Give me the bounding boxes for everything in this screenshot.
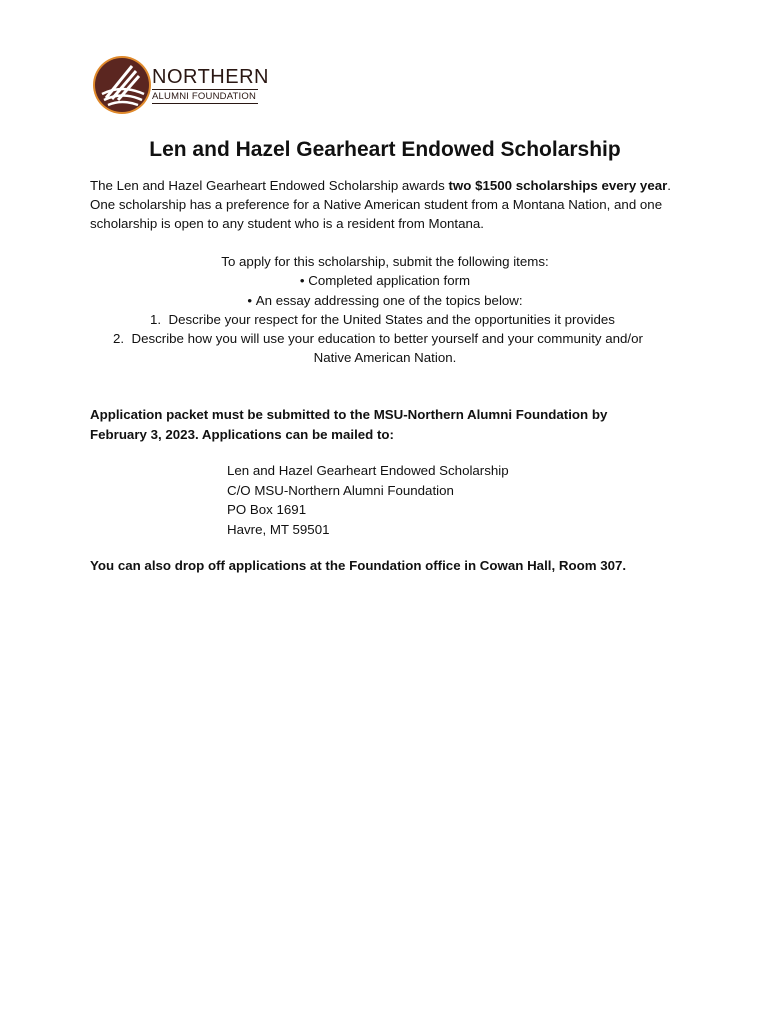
bullet-text: An essay addressing one of the topics below: [255, 293, 523, 308]
mailing-address [227, 461, 509, 539]
address-line: Havre, MT 59501 [227, 521, 330, 537]
intro-lead: The Len and Hazel Gearheart Endowed Scholarship awards [90, 178, 449, 193]
logo-divider [152, 89, 258, 90]
logo-name: NORTHERN [152, 66, 269, 88]
bullet-item [0, 271, 770, 290]
apply-heading: To apply for this scholarship, submit the following items: [221, 254, 549, 269]
logo-emblem-icon [92, 54, 152, 116]
topic-continuation: Native American Nation. [313, 350, 457, 365]
deadline-line: Application packet must be submitted to the MSU-Northern Alumni Foundation by [90, 407, 608, 422]
address-line: PO Box 1691 [227, 502, 307, 517]
logo-subtitle: ALUMNI FOUNDATION [152, 91, 257, 102]
bullet-icon: • [299, 273, 309, 288]
bullet-text: Completed application form [308, 273, 471, 288]
deadline-notice [90, 405, 690, 444]
bullet-icon: • [247, 293, 256, 308]
page-title: Len and Hazel Gearheart Endowed Scholarship [149, 138, 621, 161]
topic-item [113, 329, 643, 348]
dropoff-notice: You can also drop off applications at the Foundation office in Cowan Hall, Room 307. [90, 558, 627, 573]
address-line: Len and Hazel Gearheart Endowed Scholarship [227, 463, 509, 478]
bullet-item [0, 291, 770, 310]
topic-text: Describe how you will use your education to better yourself and your community and/or [131, 331, 643, 346]
deadline-line: February 3, 2023. Applications can be mailed to: [90, 426, 394, 442]
topic-number: 1. [150, 312, 162, 327]
logo-underline [152, 103, 258, 104]
address-line: C/O MSU-Northern Alumni Foundation [227, 482, 454, 498]
topic-text: Describe your respect for the United States and the opportunities it provides [168, 312, 615, 327]
intro-highlight: two $1500 scholarships every year [448, 178, 668, 193]
intro-rest: . One scholarship has a preference for a Native American student from a Montana Nation, and one scholarship is open to any student who is a resident from Montana. [90, 178, 671, 232]
northern-alumni-foundation-logo [92, 54, 269, 116]
topic-item [150, 310, 615, 329]
intro-paragraph [90, 176, 690, 234]
topic-number: 2. [113, 331, 125, 346]
